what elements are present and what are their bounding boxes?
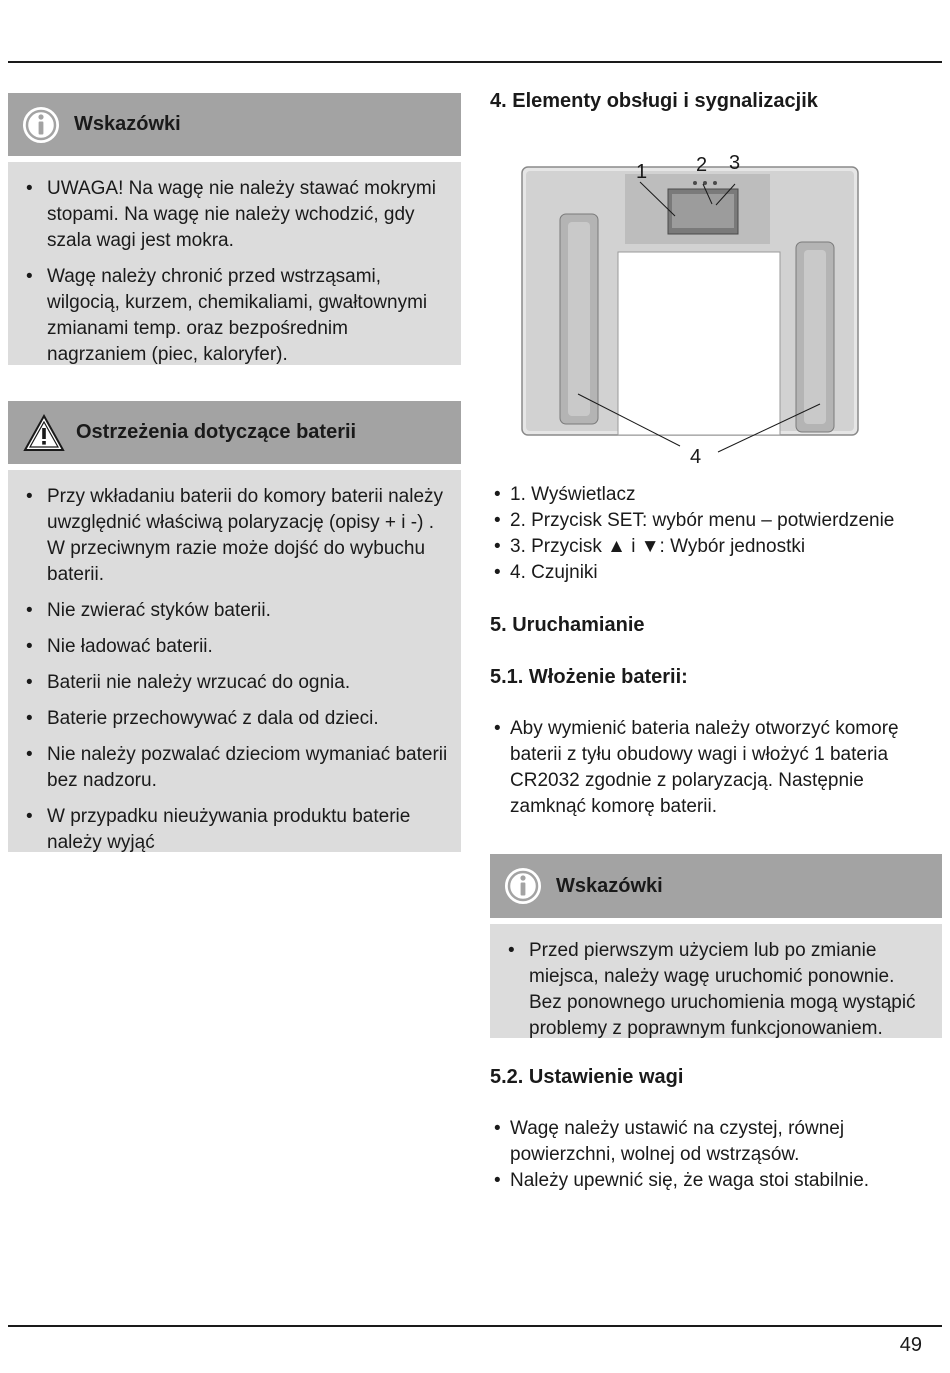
scale-diagram <box>490 124 942 469</box>
callout-3: 3 <box>729 152 741 174</box>
warning-triangle-icon <box>22 413 66 453</box>
list-item: • Przy wkładaniu baterii do komory baterii należy uwzględnić właściwą polaryzację (opisy + i -) . W przeciwnym razie może dojść do wybuchu baterii. <box>22 484 451 588</box>
footer-rule <box>8 1325 942 1327</box>
battery-warning-box <box>8 401 461 852</box>
left-column <box>8 93 461 852</box>
battery-warning-title: Ostrzeżenia dotyczące baterii <box>76 421 357 443</box>
tips-box-title: Wskazówki <box>74 113 181 135</box>
tips-box-2 <box>490 854 942 1038</box>
setup-list <box>490 1116 942 1194</box>
right-column <box>490 88 942 1194</box>
tips-box-header <box>8 93 461 156</box>
list-item: • Przed pierwszym użyciem lub po zmianie miejsca, należy wagę uruchomić ponownie. Bez ponownego uruchomienia mogą wystąpić problemy z poprawnym funkcjonowaniem. <box>504 938 932 1042</box>
list-item: • Nie zwierać styków baterii. <box>22 598 451 624</box>
list-item: • W przypadku nieużywania produktu baterie należy wyjąć <box>22 804 451 856</box>
battery-insert-title: 5.1. Włożenie baterii: <box>490 666 688 688</box>
tips-box-2-title: Wskazówki <box>556 874 663 897</box>
list-item: • 4. Czujniki <box>490 560 942 586</box>
page-number: 49 <box>899 1334 922 1356</box>
header-rule <box>8 61 942 63</box>
info-icon <box>504 867 542 905</box>
battery-insert-list <box>490 716 942 820</box>
list-item: • 1. Wyświetlacz <box>490 482 942 508</box>
tips-box-body <box>8 162 461 365</box>
startup-title: 5. Uruchamianie <box>490 614 645 636</box>
list-item: • Aby wymienić bateria należy otworzyć komorę baterii z tyłu obudowy wagi i włożyć 1 bateria CR2032 zgodnie z polaryzacją. Następnie zamknąć komorę baterii. <box>490 716 942 820</box>
tips-box <box>8 93 461 365</box>
list-item: • Nie należy pozwalać dzieciom wymaniać baterii bez nadzoru. <box>22 742 451 794</box>
list-item: • Baterie przechowywać z dala od dzieci. <box>22 706 451 732</box>
info-icon <box>22 106 60 144</box>
callout-2: 2 <box>696 154 708 176</box>
tips-box-2-header <box>490 854 942 918</box>
list-item: • Należy upewnić się, że waga stoi stabilnie. <box>490 1168 942 1194</box>
battery-warning-header <box>8 401 461 464</box>
list-item: • Baterii nie należy wrzucać do ognia. <box>22 670 451 696</box>
list-item: • Wagę należy chronić przed wstrząsami, wilgocią, kurzem, chemikaliami, gwałtownymi zmianami temp. oraz bezpośrednim nagrzaniem (piec, kaloryfer). <box>22 264 451 368</box>
list-item: • Nie ładować baterii. <box>22 634 451 660</box>
callout-1: 1 <box>636 161 648 183</box>
list-item: • Wagę należy ustawić na czystej, równej powierzchni, wolnej od wstrząsów. <box>490 1116 942 1168</box>
battery-warning-body <box>8 470 461 852</box>
tips-box-2-body <box>490 924 942 1038</box>
list-item: • 3. Przycisk ▲ i ▼: Wybór jednostki <box>490 534 942 560</box>
list-item: • UWAGA! Na wagę nie należy stawać mokrymi stopami. Na wagę nie należy wchodzić, gdy szala wagi jest mokra. <box>22 176 451 254</box>
setup-title: 5.2. Ustawienie wagi <box>490 1066 684 1088</box>
controls-list <box>490 482 942 586</box>
list-item: • 2. Przycisk SET: wybór menu – potwierdzenie <box>490 508 942 534</box>
controls-title: 4. Elementy obsługi i sygnalizacjik <box>490 90 818 112</box>
callout-4: 4 <box>690 446 702 468</box>
